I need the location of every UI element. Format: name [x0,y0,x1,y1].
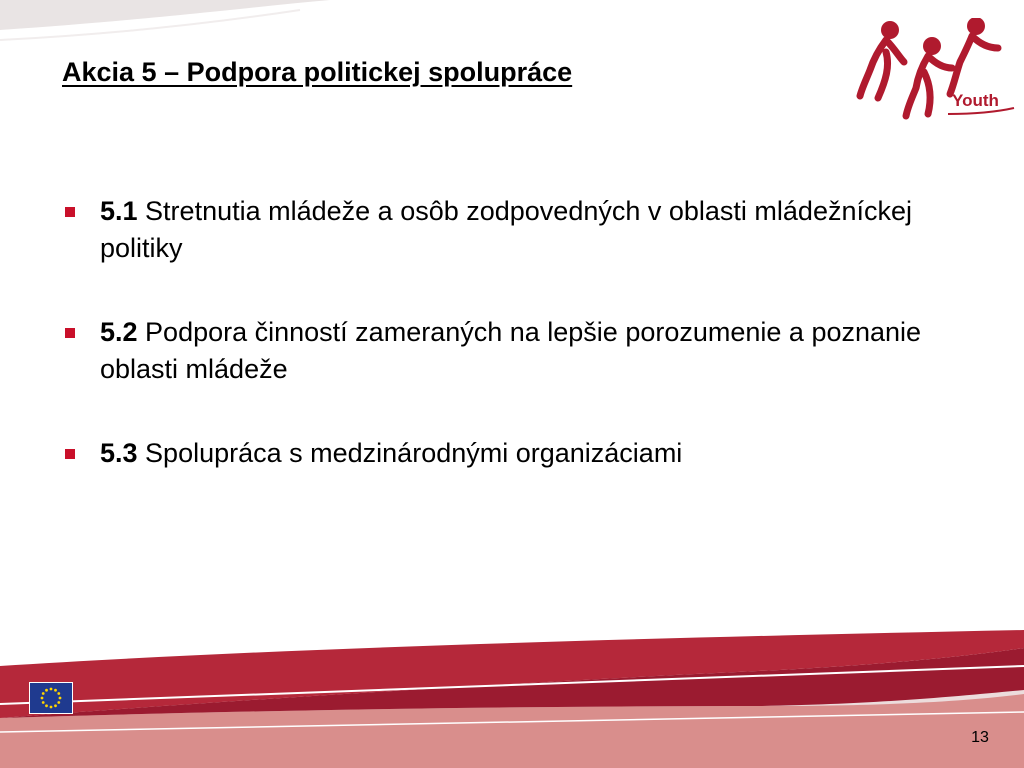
bullet-item-5-1 [62,193,982,267]
bullet-item-5-3 [62,435,982,472]
bullet-text: Podpora činností zameraných na lepšie porozumenie a poznanie oblasti mládeže [100,317,922,384]
eu-flag-icon [29,682,73,714]
bullet-number: 5.3 [100,438,138,468]
bullet-marker-icon [65,207,75,217]
bullet-list [62,193,982,472]
page-number: 13 [971,729,989,746]
bullet-number: 5.1 [100,196,138,226]
bullet-number: 5.2 [100,317,138,347]
slide-title: Akcia 5 – Podpora politickej spolupráce [62,57,573,87]
bullet-item-5-2 [62,314,982,388]
bullet-marker-icon [65,328,75,338]
bullet-text: Spolupráca s medzinárodnými organizáciami [137,438,683,468]
youth-logo [856,18,1016,123]
youth-logo-text: Youth [952,91,999,110]
bullet-text: Stretnutia mládeže a osôb zodpovedných v oblasti mládežníckej politiky [100,196,912,263]
footer-wave-band [0,620,1024,768]
bullet-marker-icon [65,449,75,459]
